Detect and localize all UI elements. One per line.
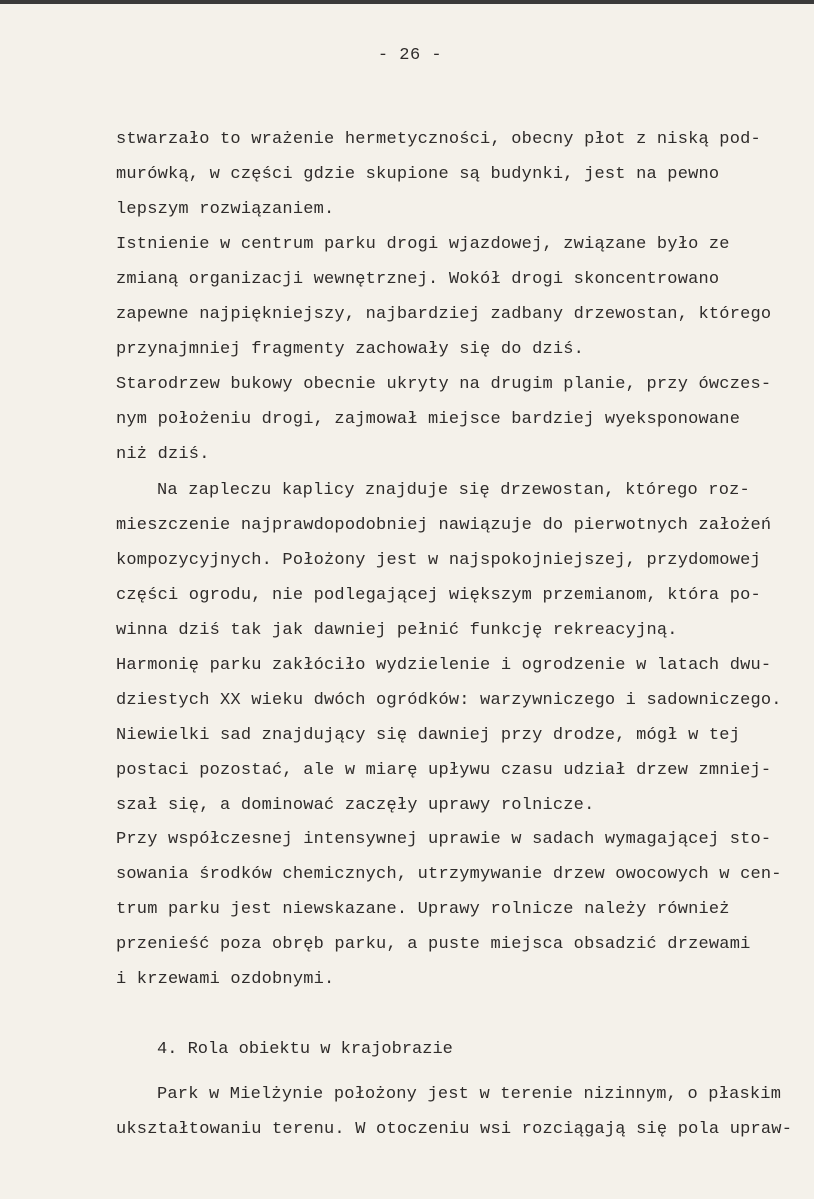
scan-top-edge bbox=[0, 0, 814, 4]
final-line-2: ukształtowaniu terenu. W otoczeniu wsi rozciągają się pola upraw- bbox=[116, 1120, 793, 1139]
page-number: - 26 - bbox=[377, 46, 443, 65]
final-line-1: Park w Mielżynie położony jest w terenie nizinnym, o płaskim bbox=[157, 1085, 782, 1104]
body-line-8: Starodrzew bukowy obecnie ukryty na drugim planie, przy ówczes- bbox=[116, 375, 772, 394]
body-line-1: stwarzało to wrażenie hermetyczności, obecny płot z niską pod- bbox=[116, 130, 761, 149]
body-line-18: Niewielki sad znajdujący się dawniej przy drodze, mógł w tej bbox=[116, 726, 741, 745]
body-line-13: kompozycyjnych. Położony jest w najspokojniejszej, przydomowej bbox=[116, 551, 761, 570]
body-line-7: przynajmniej fragmenty zachowały się do dziś. bbox=[116, 340, 585, 359]
body-line-21: Przy współczesnej intensywnej uprawie w sadach wymagającej sto- bbox=[116, 830, 772, 849]
body-line-2: murówką, w części gdzie skupione są budynki, jest na pewno bbox=[116, 165, 720, 184]
body-line-3: lepszym rozwiązaniem. bbox=[116, 200, 335, 219]
body-line-10: niż dziś. bbox=[116, 445, 210, 464]
body-line-5: zmianą organizacji wewnętrznej. Wokół drogi skoncentrowano bbox=[116, 270, 720, 289]
body-line-14: części ogrodu, nie podlegającej większym przemianom, która po- bbox=[116, 586, 761, 605]
body-line-15: winna dziś tak jak dawniej pełnić funkcję rekreacyjną. bbox=[116, 621, 678, 640]
body-line-25: i krzewami ozdobnymi. bbox=[116, 970, 335, 989]
body-line-17: dziestych XX wieku dwóch ogródków: warzywniczego i sadowniczego. bbox=[116, 691, 782, 710]
body-line-23: trum parku jest niewskazane. Uprawy rolnicze należy również bbox=[116, 900, 730, 919]
body-line-24: przenieść poza obręb parku, a puste miejsca obsadzić drzewami bbox=[116, 935, 751, 954]
body-line-11: Na zapleczu kaplicy znajduje się drzewostan, którego roz- bbox=[157, 481, 750, 500]
body-line-19: postaci pozostać, ale w miarę upływu czasu udział drzew zmniej- bbox=[116, 761, 772, 780]
body-line-20: szał się, a dominować zaczęły uprawy rolnicze. bbox=[116, 796, 595, 815]
body-line-9: nym położeniu drogi, zajmował miejsce bardziej wyeksponowane bbox=[116, 410, 741, 429]
body-line-6: zapewne najpiękniejszy, najbardziej zadbany drzewostan, którego bbox=[116, 305, 772, 324]
section-heading: 4. Rola obiektu w krajobrazie bbox=[157, 1040, 453, 1059]
body-line-22: sowania środków chemicznych, utrzymywanie drzew owocowych w cen- bbox=[116, 865, 782, 884]
body-line-16: Harmonię parku zakłóciło wydzielenie i ogrodzenie w latach dwu- bbox=[116, 656, 772, 675]
body-line-4: Istnienie w centrum parku drogi wjazdowej, związane było ze bbox=[116, 235, 730, 254]
body-line-12: mieszczenie najprawdopodobniej nawiązuje do pierwotnych założeń bbox=[116, 516, 772, 535]
